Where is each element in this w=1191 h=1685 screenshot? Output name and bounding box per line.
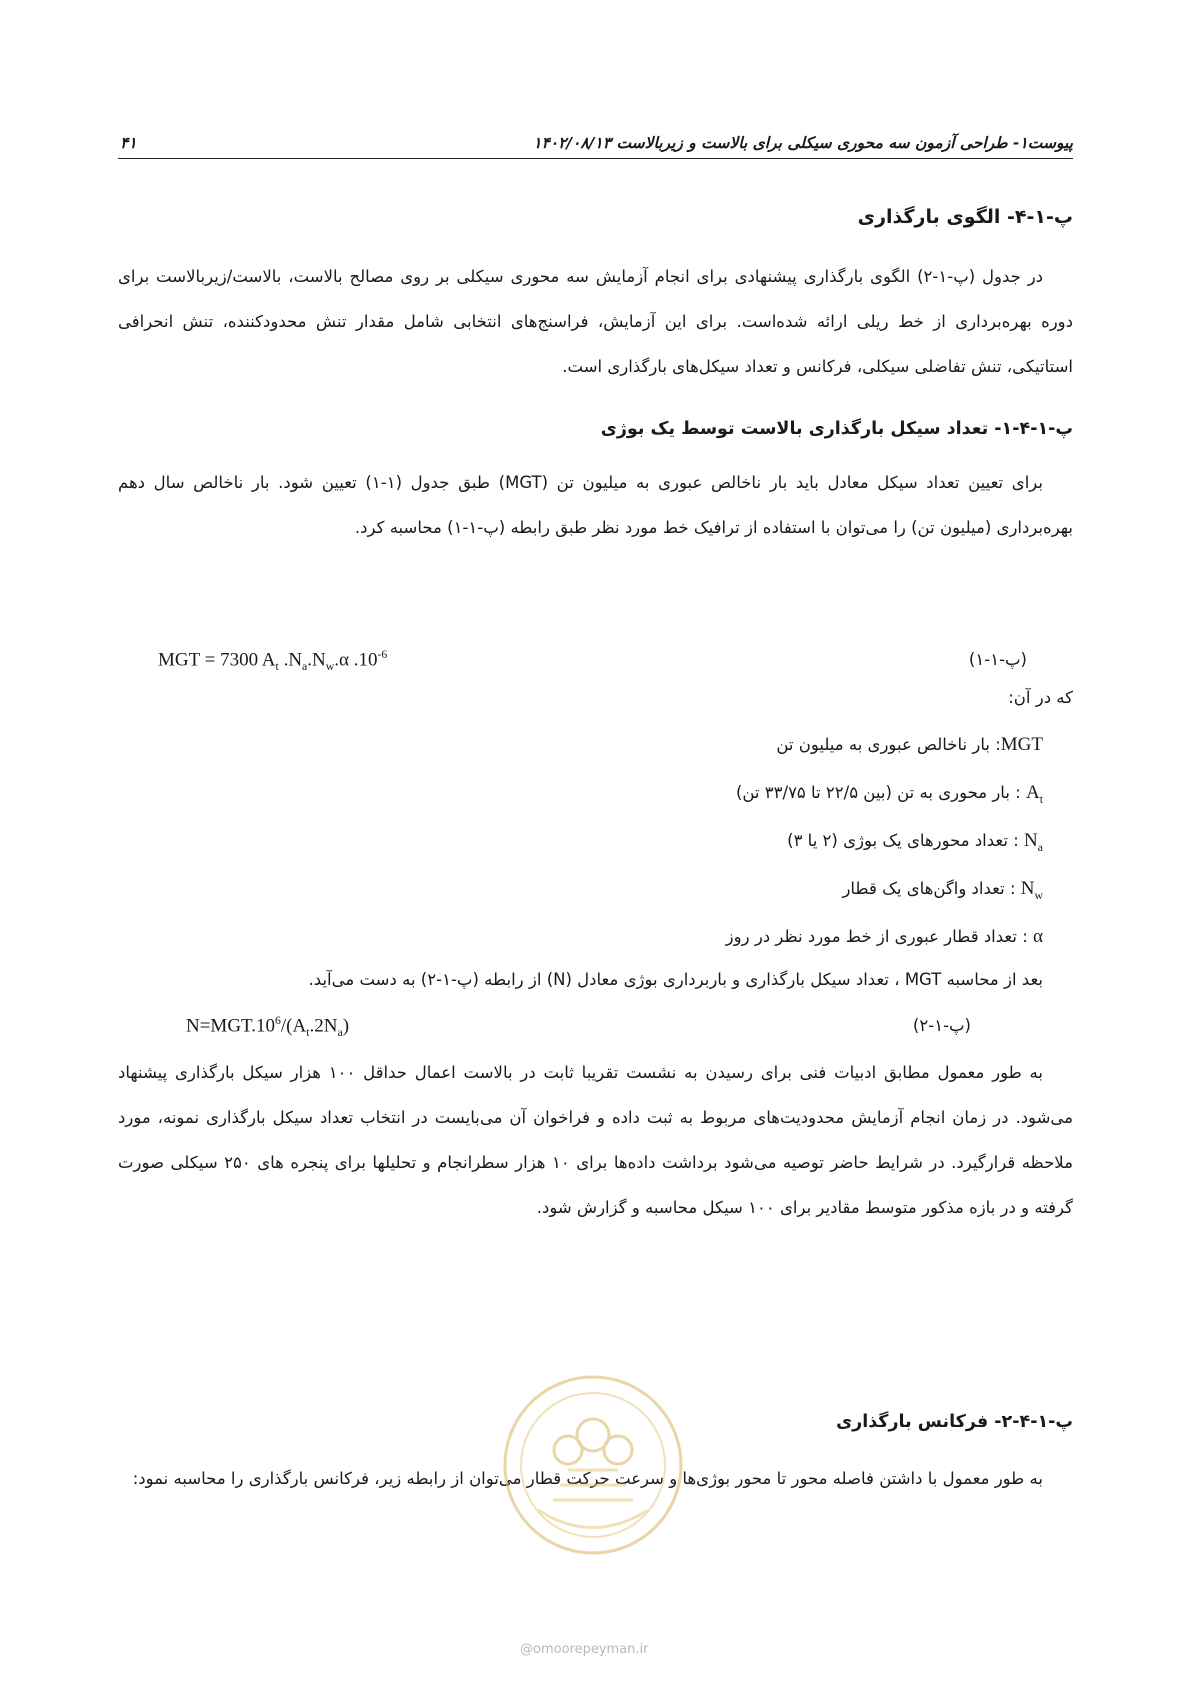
- subsection-paragraph: برای تعیین تعداد سیکل معادل باید بار ناخالص عبوری به میلیون تن (MGT) طبق جدول (۱-۱) تعیین شود. بار ناخالص سال دهم بهره‌برداری (میلیون تن) را می‌توان با استفاده از ترافیک خط مورد نظر طبق رابطه (پ-۱-۱) محاسبه کرد.: [118, 473, 1073, 537]
- subsection-heading-cycles: پ-۱-۴-۱- تعداد سیکل بارگذاری بالاست توسط یک بوژی: [600, 419, 1073, 439]
- cycles-recommendation-paragraph: به طور معمول مطابق ادبیات فنی برای رسیدن به نشست تقریبا ثابت در بالاست اعمال حداقل ۱۰۰ هزار سیکل بارگذاری پیشنهاد می‌شود. در زمان انجام آزمایش محدودیت‌های مربوط به ثبت داده و فراخوان آن می‌بایست در انتخاب تعداد سیکل بارگذاری نمونه، مورد ملاحظه قرارگیرد. در شرایط حاضر توصیه می‌شود برداشت داده‌ها برای ۱۰ هزار سطرانجام و تحلیلها برای پنجره های ۲۵۰ سیکلی صورت گرفته و در بازه مذکور متوسط مقادیر برای ۱۰۰ سیکل محاسبه و گزارش شود.: [118, 1063, 1073, 1217]
- definition-mgt: MGT: بار ناخالص عبوری به میلیون تن: [776, 734, 1043, 755]
- after-equation-text: بعد از محاسبه MGT ، تعداد سیکل بارگذاری و باربرداری بوژی معادل (N) از رابطه (پ-۱-۲) به دست می‌آید.: [308, 970, 1043, 989]
- equation-number-2: (پ-۱-۲): [912, 1016, 971, 1035]
- frequency-paragraph: به طور معمول با داشتن فاصله محور تا محور بوژی‌ها و سرعت حرکت قطار می‌توان از رابطه زیر، فرکانس بارگذاری را محاسبه نمود:: [132, 1469, 1043, 1488]
- page-number: ۴۱: [120, 134, 137, 152]
- watermark-logo: [498, 1370, 688, 1560]
- equation-cycles: $N=MGT.10^6/(A_t.2N_a)$: [186, 1014, 350, 1040]
- where-label: که در آن:: [1008, 688, 1073, 707]
- page-header: [118, 132, 1073, 159]
- watermark-url: @omoorepeyman.ir: [520, 1642, 649, 1657]
- definition-axle-load: $A_t$ : بار محوری به تن (بین ۲۲/۵ تا ۳۳/۷۵ تن): [735, 782, 1043, 806]
- equation-number-1: (پ-۱-۱): [968, 650, 1027, 669]
- subsection-heading-frequency: پ-۱-۴-۲- فرکانس بارگذاری: [836, 1412, 1073, 1432]
- header-title: پیوست۱- طراحی آزمون سه محوری سیکلی برای بالاست و زیربالاست ۱۴۰۲/۰۸/۱۳: [533, 134, 1073, 152]
- definition-wagons: $N_w$ : تعداد واگن‌های یک قطار: [842, 878, 1043, 902]
- definition-trains-per-day: α : تعداد قطار عبوری از خط مورد نظر در روز: [725, 926, 1043, 947]
- equation-mgt: MGT = 7300 $A_t$ $.N_a.N_w.\alpha$ $.10^{-6}$: [158, 648, 388, 674]
- section-paragraph: در جدول (پ-۱-۲) الگوی بارگذاری پیشنهادی برای انجام آزمایش سه محوری سیکلی بر روی مصالح بالاست، بالاست/زیربالاست برای دوره بهره‌برداری از خط ریلی ارائه شده‌است. برای این آزمایش، فراسنج‌های انتخابی شامل مقدار تنش محدودکننده، تنش انحرافی استاتیکی، تنش تفاضلی سیکلی، فرکانس و تعداد سیکل‌های بارگذاری است.: [118, 267, 1073, 376]
- definition-axles-per-bogie: $N_a$ : تعداد محورهای یک بوژی (۲ یا ۳): [787, 830, 1043, 854]
- section-heading-loading-pattern: پ-۱-۴- الگوی بارگذاری: [857, 206, 1073, 228]
